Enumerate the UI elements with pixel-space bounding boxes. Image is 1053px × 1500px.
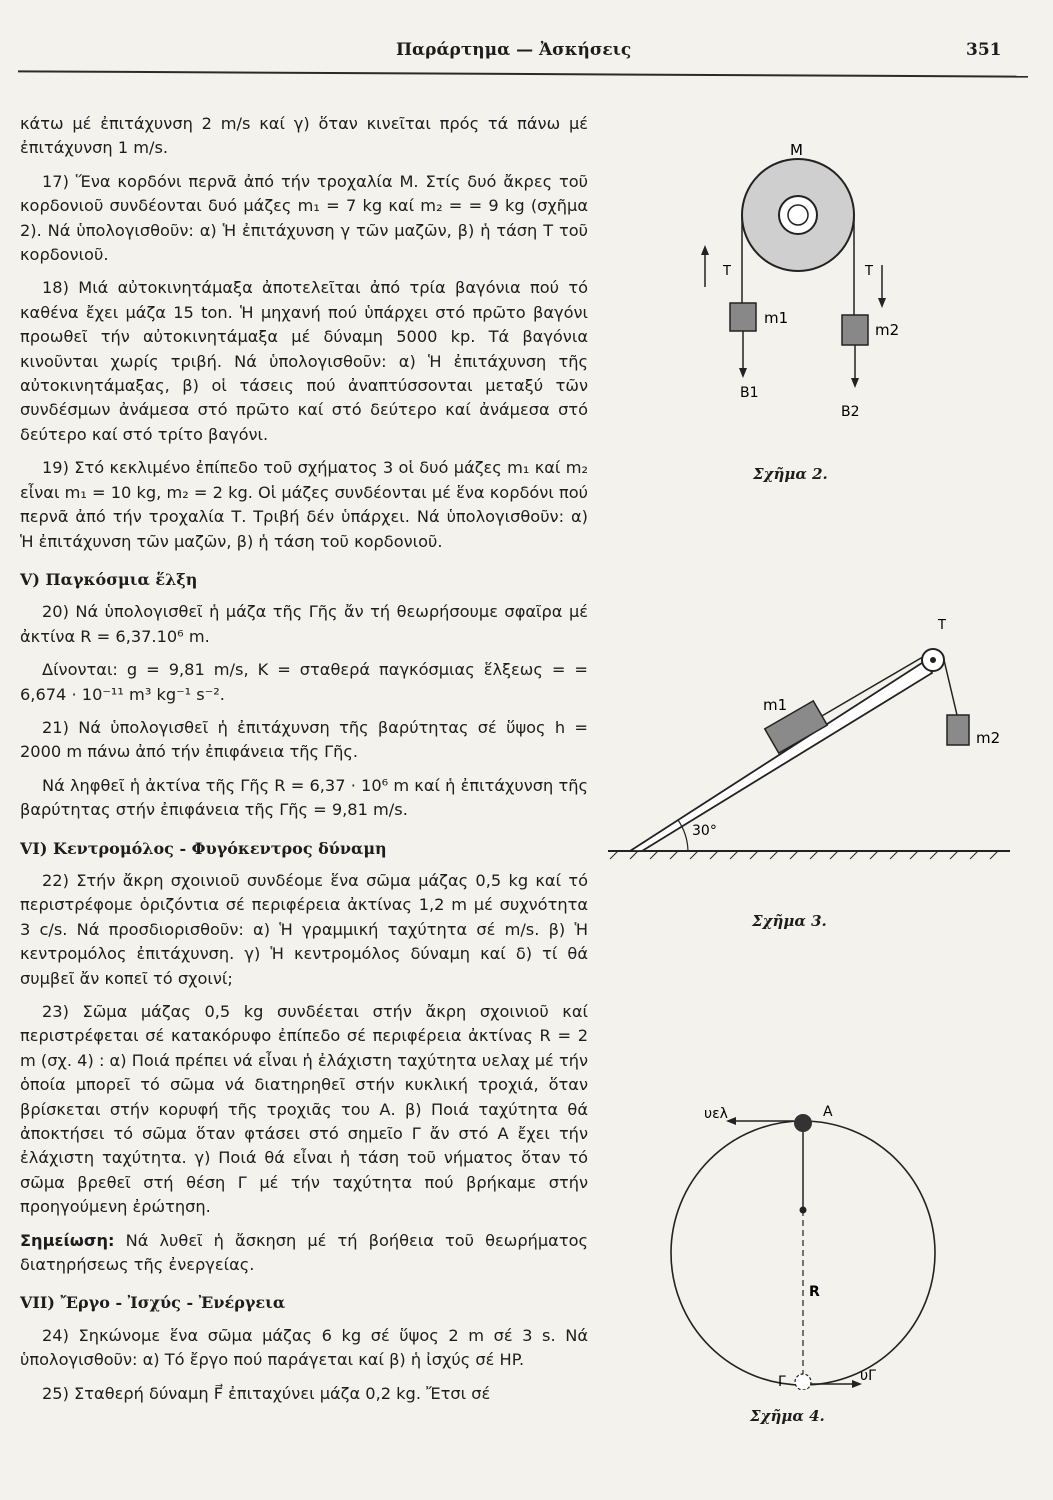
- body-at-gamma: [795, 1374, 811, 1390]
- exercise-19: 19) Στό κεκλιμένο ἐπίπεδο τοῦ σχήματος 3 οἱ δυό μάζες m₁ καί m₂ εἶναι m₁ = 10 kg, m₂ = 2 kg. Οἱ μάζες συνδέονται μέ ἕνα κορδόνι πού περνᾶ ἀπό τήν τροχαλία Τ. Τριβή δέν ὑπάρχει. Νά ὑπολογισθοῦν: α) Ἡ ἐπιτάχυνση τῶν μαζῶν, β) ἡ τάση τοῦ κορδονιοῦ.: [20, 458, 588, 551]
- incline-surface: [630, 661, 932, 851]
- weight-2-label: B2: [841, 404, 860, 420]
- exercise-23: 23) Σῶμα μάζας 0,5 kg συνδέεται στήν ἄκρη σχοινιοῦ καί περιστρέφεται σέ κατακόρυφο ἐπίπεδο σέ περιφέρεια ἀκτίνας R = 2 m (σχ. 4) : α) Ποιά πρέπει νά εἶναι ἡ ἐλάχιστη ταχύτητα υελαχ μέ τήν ὁποία μπορεῖ τό σῶμα νά διατηρηθεῖ στήν κυκλική τροχιά, ὅταν βρίσκεται στήν κορυφή τῆς τροχιᾶς του Α. β) Ποιά ταχύτητα θά ἀποκτήσει τό σῶμα ὅταν φτάσει στό σημεῖο Γ ἄν στό Α ἔχει τήν ἐλάχιστη ταχύτητα. γ) Ποιά θά εἶναι ἡ τάση τοῦ νήματος ὅταν τό σῶμα βρεθεῖ στή θέση Γ μέ τήν ταχύτητα πού βρήκαμε στήν προηγούμενη ἐρώτηση.: [20, 1002, 588, 1217]
- mass-1-block: [730, 303, 756, 331]
- figure-3-caption: Σχῆμα 3.: [752, 912, 827, 930]
- tension-label-left: T: [723, 264, 731, 279]
- body-at-A: [794, 1114, 812, 1132]
- center-dot: [800, 1207, 807, 1214]
- header-rule: [18, 70, 1028, 77]
- tension-arrow-left-head: [701, 245, 709, 255]
- point-A-label: A: [823, 1104, 833, 1120]
- given-constants: Δίνονται: g = 9,81 m/s, K = σταθερά παγκόσμιας ἕλξεως = = 6,674 · 10⁻¹¹ m³ kg⁻¹ s⁻².: [20, 660, 588, 704]
- velocity-top-label: υελ: [704, 1106, 728, 1122]
- exercise-18: 18) Μιά αὐτοκινητάμαξα ἀποτελεῖται ἀπό τρία βαγόνια πού τό καθένα ἔχει μάζα 15 ton. Ἡ μηχανή πού ὑπάρχει στό πρῶτο βαγόνι προωθεῖ τήν αὐτοκινητάμαξα μέ δύναμη 5000 kp. Τά βαγόνια κινοῦνται χωρίς τριβή. Νά ὑπολογισθοῦν: α) Ἡ ἐπιτάχυνση τῆς αὐτοκινητάμαξας, β) οἱ τάσεις πού ἀναπτύσσονται μεταξύ τῶν συνδέσμων ἀνάμεσα στό πρῶτο καί στό δεύτερο καί ἀνάμεσα στό δεύτερο καί στό τρίτο βαγόνι.: [20, 278, 588, 444]
- exercise-22: 22) Στήν ἄκρη σχοινιοῦ συνδέομε ἕνα σῶμα μάζας 0,5 kg καί τό περιστρέφομε ὁριζόντια σέ περιφέρεια ἀκτίνας 1,2 m μέ συχνότητα 3 c/s. Νά προσδιορισθοῦν: α) Ἡ γραμμική ταχύτητα σέ m/s. β) Ἡ κεντρομόλος ἐπιτάχυνση. γ) Ἡ κεντρομόλος δύναμη καί δ) τί θά συμβεῖ ἄν κοπεῖ τό σχοινί;: [20, 870, 588, 988]
- pulley-label: M: [790, 141, 803, 159]
- weight-arrow-2-head: [851, 378, 859, 388]
- figure-2-caption: Σχῆμα 2.: [753, 465, 828, 483]
- hanging-string: [944, 660, 957, 715]
- section-heading-work: VII) Ἔργο - Ἰσχύς - Ἐνέργεια: [20, 1293, 286, 1313]
- pulley-T-axle: [930, 657, 936, 663]
- pulley-T-label: T: [938, 618, 946, 633]
- mass-1-label: m1: [764, 309, 789, 327]
- weight-arrow-1-head: [739, 368, 747, 378]
- exercise-25: 25) Σταθερή δύναμη F⃗ ἐπιταχύνει μάζα 0,2 kg. Ἔτσι σέ: [42, 1383, 491, 1403]
- running-header-title: Παράρτημα — Ἀσκήσεις: [396, 40, 632, 60]
- exercise-21-note: Νά ληφθεῖ ἡ ἀκτίνα τῆς Γῆς R = 6,37 · 10⁶ m καί ἡ ἐπιτάχυνση τῆς βαρύτητας στήν ἐπιφάνεια τῆς Γῆς = 9,81 m/s.: [20, 775, 588, 820]
- mass-2-label: m2: [875, 321, 900, 339]
- mass-m2-label: m2: [976, 729, 1001, 747]
- text-column: [20, 112, 588, 1415]
- exercise-24: 24) Σηκώνομε ἕνα σῶμα μάζας 6 kg σέ ὕψος 2 m σέ 3 s. Νά ὑπολογισθοῦν: α) Τό ἔργο πού παράγεται καί β) ἡ ἰσχύς σέ HP.: [20, 1325, 588, 1370]
- section-heading-gravitation: V) Παγκόσμια ἕλξη: [20, 569, 198, 589]
- exercise-17: 17) Ἕνα κορδόνι περνᾶ ἀπό τήν τροχαλία Μ. Στίς δυό ἄκρες τοῦ κορδονιοῦ συνδέονται δυό μάζες m₁ = 7 kg καί m₂ = = 9 kg (σχῆμα 2). Νά ὑπολογισθοῦν: α) Ἡ ἐπιτάχυνση γ τῶν μαζῶν, β) ἡ τάση Τ τοῦ κορδονιοῦ.: [20, 171, 588, 265]
- angle-label: 30°: [692, 823, 717, 839]
- page-number: 351: [966, 40, 1002, 60]
- mass-m2-block: [947, 715, 969, 745]
- section-heading-centripetal: VI) Κεντρομόλος - Φυγόκεντρος δύναμη: [20, 838, 387, 858]
- ground-hatching: [610, 851, 998, 859]
- figure-3-inclined-plane: [600, 615, 1030, 875]
- weight-1-label: B1: [740, 385, 759, 401]
- mass-m1-label: m1: [763, 696, 788, 714]
- paragraph: κάτω μέ ἐπιτάχυνση 2 m/s καί γ) ὅταν κινεῖται πρός τά πάνω μέ ἐπιτάχυνση 1 m/s.: [20, 114, 588, 158]
- figure-4-caption: Σχῆμα 4.: [750, 1407, 825, 1425]
- point-gamma-label: Γ: [778, 1374, 786, 1390]
- mass-2-block: [842, 315, 868, 345]
- velocity-bottom-label: υΓ: [860, 1368, 876, 1384]
- figure-4-vertical-circle: [670, 1090, 950, 1390]
- radius-label: R: [809, 1284, 820, 1300]
- note-label: Σημείωση:: [20, 1230, 115, 1250]
- tension-arrow-right-head: [878, 298, 886, 308]
- note: [20, 1229, 588, 1278]
- figure-2-pulley: [660, 135, 920, 435]
- exercise-21: 21) Νά ὑπολογισθεῖ ἡ ἐπιτάχυνση τῆς βαρύτητας σέ ὕψος h = 2000 m πάνω ἀπό τήν ἐπιφάνεια τῆς Γῆς.: [20, 717, 588, 762]
- tension-label-right: T: [865, 264, 873, 279]
- exercise-20: 20) Νά ὑπολογισθεῖ ἡ μάζα τῆς Γῆς ἄν τή θεωρήσουμε σφαῖρα μέ ἀκτίνα R = 6,37.10⁶ m.: [20, 602, 588, 646]
- pulley-axle: [788, 205, 808, 225]
- note-text: Νά λυθεῖ ἡ ἄσκηση μέ τή βοήθεια τοῦ θεωρήματος διατηρήσεως τῆς ἐνεργείας.: [20, 1230, 588, 1275]
